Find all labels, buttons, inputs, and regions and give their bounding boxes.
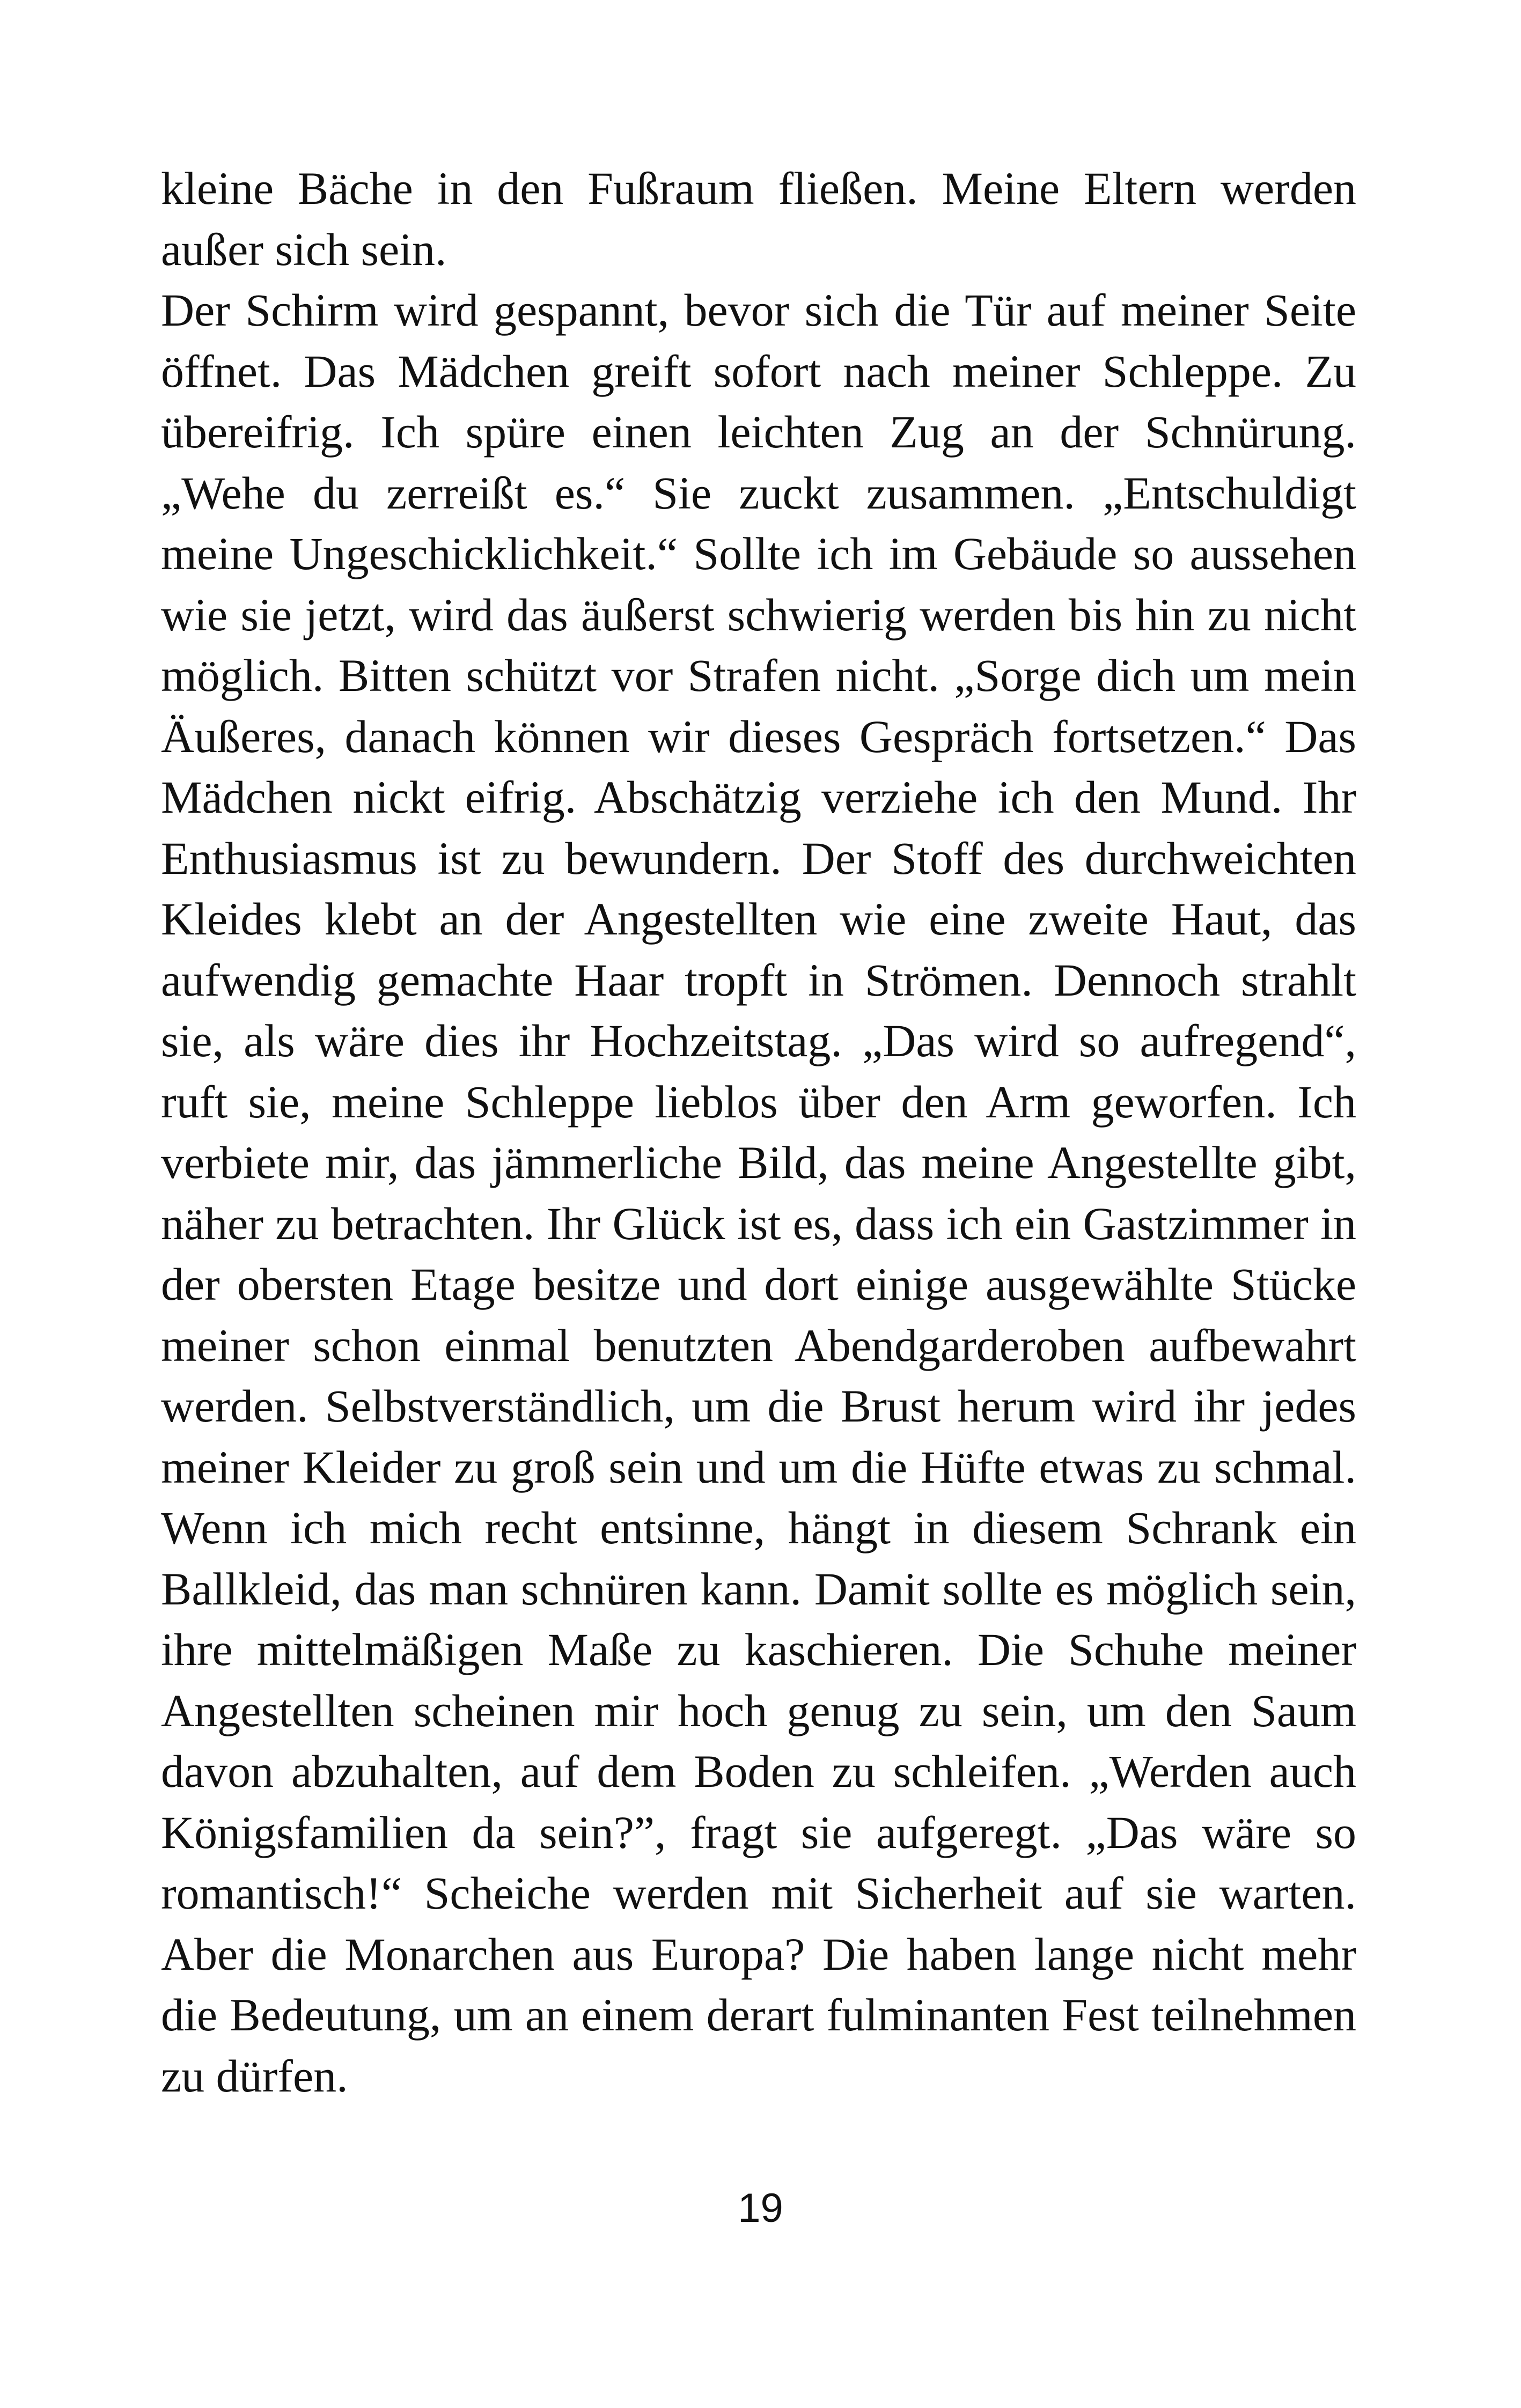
paragraph-1: kleine Bäche in den Fußraum fließen. Meine Eltern werden außer sich sein. xyxy=(161,163,1356,275)
page-number: 19 xyxy=(738,2185,783,2231)
body-text xyxy=(161,158,1356,2107)
paragraph-2: Der Schirm wird gespannt, bevor sich die Tür auf meiner Seite öffnet. Das Mädchen greift sofort nach meiner Schleppe. Zu übereifrig. Ich spüre einen leichten Zug an der Schnürung. „Wehe du zerreißt es.“ Sie zuckt zusammen. „Entschuldigt meine Ungeschicklichkeit.“ Sollte ich im Gebäude so aussehen wie sie jetzt, wird das äußerst schwierig werden bis hin zu nicht möglich. Bitten schützt vor Strafen nicht. „Sorge dich um mein Äußeres, danach können wir dieses Gespräch fortsetzen.“ Das Mädchen nickt eifrig. Abschätzig verziehe ich den Mund. Ihr Enthusiasmus ist zu bewundern. Der Stoff des durchweichten Kleides klebt an der Angestellten wie eine zweite Haut, das aufwendig gemachte Haar tropft in Strömen. Dennoch strahlt sie, als wäre dies ihr Hochzeitstag. „Das wird so aufregend“, ruft sie, meine Schleppe lieblos über den Arm geworfen. Ich verbiete mir, das jämmerliche Bild, das meine Angestellte gibt, näher zu betrachten. Ihr Glück ist es, dass ich ein Gastzimmer in der obersten Etage besitze und dort einige ausgewählte Stücke meiner schon einmal benutzten Abendgarderoben aufbewahrt werden. Selbstverständlich, um die Brust herum wird ihr jedes meiner Kleider zu groß sein und um die Hüfte etwas zu schmal. Wenn ich mich recht entsinne, hängt in diesem Schrank ein Ballkleid, das man schnüren kann. Damit sollte es möglich sein, ihre mittelmäßigen Maße zu kaschieren. Die Schuhe meiner Angestellten scheinen mir hoch genug zu sein, um den Saum davon abzuhalten, auf dem Boden zu schleifen. „Werden auch Königsfamilien da sein?”, fragt sie aufgeregt. „Das wäre so romantisch!“ Scheiche werden mit Sicherheit auf sie warten. Aber die Monarchen aus Europa? Die haben lange nicht mehr die Bedeutung, um an einem derart fulminanten Fest teilnehmen zu dürfen. xyxy=(161,284,1356,2102)
